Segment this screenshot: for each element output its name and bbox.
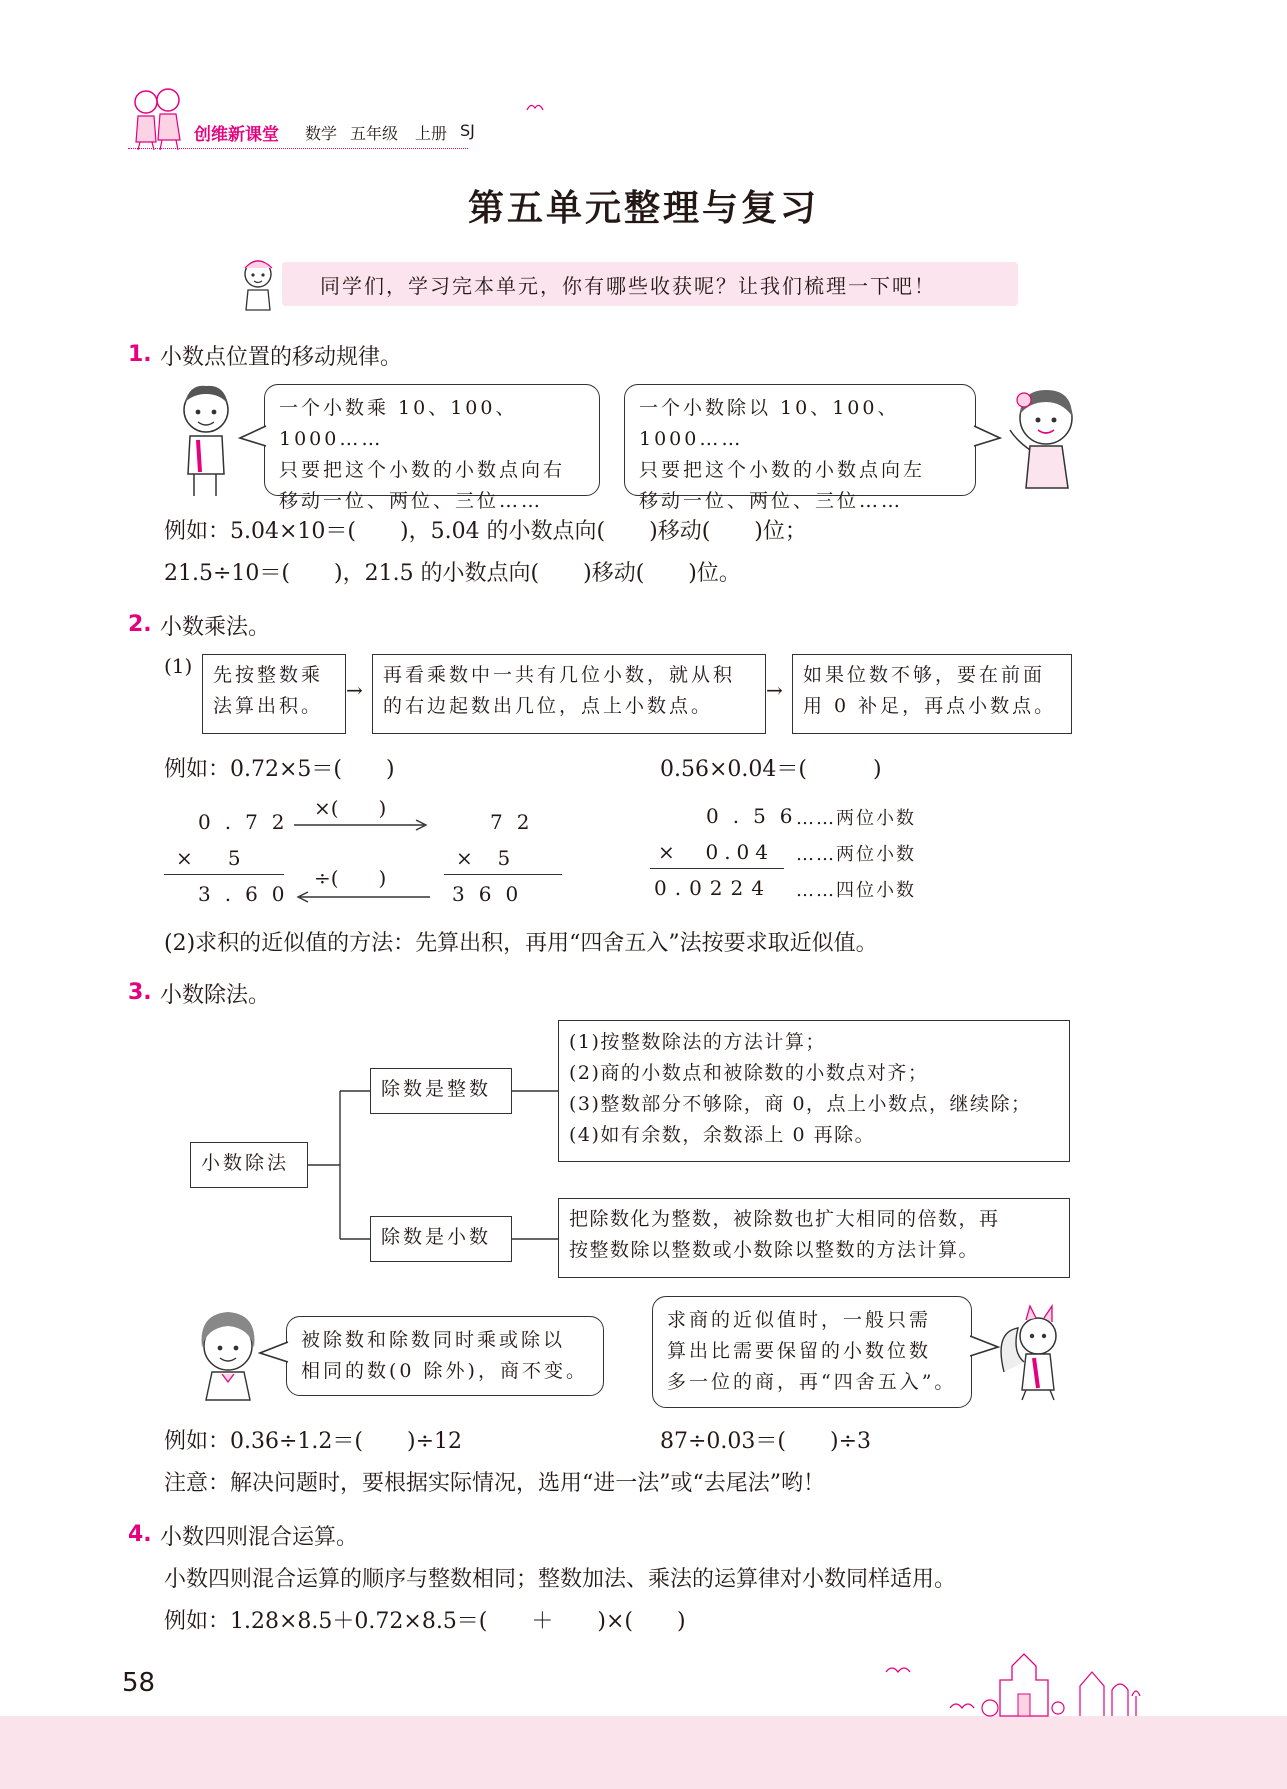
tree-branch-decimal: 除数是小数: [370, 1216, 512, 1262]
footer-band: [0, 1716, 1287, 1789]
calc-op-divide: ÷( ): [314, 866, 387, 890]
calc-right-row1: 0.56: [706, 804, 807, 828]
calc-int-row3: 360: [452, 882, 533, 906]
calc-arrow-left: [292, 890, 432, 904]
calc-op-multiply: ×( ): [314, 796, 387, 820]
section4-example: 例如：1.28×8.5＋0.72×8.5＝( ＋ )×( ): [164, 1609, 686, 1634]
section4-number: 4.: [128, 1522, 152, 1547]
page-title: 第五单元整理与复习: [467, 188, 819, 229]
header-kids-illustration: [126, 82, 190, 152]
calc-right-rule: [650, 868, 784, 869]
calc-right-note-3: ……四位小数: [796, 880, 916, 901]
section3-title: 小数除法。: [160, 983, 271, 1008]
header-grade: 五年级: [350, 124, 399, 143]
calc-arrow-right: [292, 818, 432, 832]
section2-number: 2.: [128, 612, 152, 637]
calc-right-row3: 0.0224: [654, 876, 772, 900]
boy-character-icon: [176, 382, 238, 500]
tree-root: 小数除法: [190, 1142, 308, 1188]
flow-arrow-1: →: [346, 678, 363, 702]
section2-rule-2: (2)求积的近似值的方法：先算出积，再用“四舍五入”法按要求取近似值。: [164, 931, 878, 956]
header-subject: 数学: [305, 124, 338, 143]
header-deco-icon: [525, 100, 545, 116]
header-edition: SJ: [460, 121, 475, 140]
bubble-quotient-tail: [258, 1340, 290, 1366]
bubble-approx-line-3: 多一位的商，再“四舍五入”。: [667, 1371, 957, 1393]
tree-connectors: [308, 1060, 560, 1270]
bubble-quotient-invariance: [286, 1316, 604, 1396]
intro-banner-text: 同学们，学习完本单元，你有哪些收获呢？让我们梳理一下吧！: [320, 273, 936, 298]
squirrel-character-icon: [994, 1302, 1068, 1402]
bubble-right-line-3: 移动一位、两位、三位……: [639, 490, 904, 512]
bubble-left-line-3: 移动一位、两位、三位……: [279, 490, 544, 512]
calc-left-rule: [164, 874, 284, 875]
bubble-quotient-line-1: 被除数和除数同时乘或除以: [301, 1329, 566, 1351]
page-number: 58: [122, 1668, 156, 1698]
section1-example-1: 例如：5.04×10＝( )，5.04 的小数点向( )移动( )位；: [164, 519, 807, 544]
intro-banner: [282, 262, 1018, 306]
section1-example-2: 21.5÷10＝( )，21.5 的小数点向( )移动( )位。: [164, 561, 741, 586]
girl-character-icon: [1002, 384, 1084, 500]
calc-left-row1: 0.72: [198, 810, 299, 834]
integer-step-3: (3)整数部分不够除，商 0，点上小数点，继续除；: [569, 1093, 1032, 1115]
calc-left-row2: × 5: [176, 846, 245, 870]
bubble-left-tail: [238, 424, 268, 450]
section2-example-right: 0.56×0.04＝( ): [660, 757, 882, 782]
section4-title: 小数四则混合运算。: [160, 1525, 359, 1550]
section3-example-left: 例如：0.36÷1.2＝( )÷12: [164, 1429, 462, 1454]
flow-box-3: 如果位数不够，要在前面 用 0 补足，再点小数点。: [792, 654, 1072, 734]
calc-right-note-1: ……两位小数: [796, 808, 916, 829]
bubble-right-line-2: 只要把这个小数的小数点向左: [639, 459, 926, 481]
calc-int-row1: 72: [490, 810, 544, 834]
bubble-right-tail: [972, 424, 1002, 450]
flow-arrow-2: →: [766, 678, 783, 702]
bubble-right-line-1: 一个小数除以 10、100、1000……: [639, 397, 900, 450]
banner-boy-icon: [236, 254, 282, 314]
bubble-left-line-2: 只要把这个小数的小数点向右: [279, 459, 566, 481]
integer-divisor-steps: [558, 1020, 1070, 1162]
bubble-left-line-1: 一个小数乘 10、100、1000……: [279, 397, 518, 450]
decimal-step-2: 按整数除以整数或小数除以整数的方法计算。: [569, 1239, 980, 1261]
calc-left-row3: 3.60: [198, 882, 299, 906]
footer-castle-illustration: [880, 1650, 1170, 1718]
calc-int-rule: [444, 874, 562, 875]
flow-box-1: 先按整数乘 法算出积。: [202, 654, 346, 734]
bubble-approx-quotient: [652, 1296, 972, 1408]
section2-example-left: 例如：0.72×5＝( ): [164, 757, 395, 782]
integer-step-2: (2)商的小数点和被除数的小数点对齐；: [569, 1062, 929, 1084]
calc-int-row2: × 5: [456, 846, 515, 870]
header-brand: 创维新课堂: [194, 125, 279, 145]
bubble-quotient-line-2: 相同的数(0 除外)，商不变。: [301, 1360, 588, 1382]
flow-box-2: 再看乘数中一共有几位小数，就从积 的右边起数出几位，点上小数点。: [372, 654, 766, 734]
decimal-step-1: 把除数化为整数，被除数也扩大相同的倍数，再: [569, 1208, 1000, 1230]
decimal-divisor-steps: [558, 1198, 1070, 1278]
girl-curly-character-icon: [190, 1304, 266, 1404]
tree-branch-integer: 除数是整数: [370, 1068, 512, 1114]
integer-step-1: (1)按整数除法的方法计算；: [569, 1031, 826, 1053]
section3-example-right: 87÷0.03＝( )÷3: [660, 1429, 872, 1454]
bubble-approx-line-1: 求商的近似值时，一般只需: [667, 1309, 932, 1331]
header-underline: [128, 148, 468, 149]
section2-step-label: (1): [164, 654, 193, 678]
section1-title: 小数点位置的移动规律。: [160, 345, 403, 370]
section2-title: 小数乘法。: [160, 615, 271, 640]
section3-number: 3.: [128, 980, 152, 1005]
calc-right-note-2: ……两位小数: [796, 844, 916, 865]
calc-right-row2: × 0.04: [658, 840, 775, 864]
section1-number: 1.: [128, 342, 152, 367]
section4-description: 小数四则混合运算的顺序与整数相同；整数加法、乘法的运算律对小数同样适用。: [164, 1567, 957, 1592]
bubble-multiply-rule: [264, 384, 600, 512]
integer-step-4: (4)如有余数，余数添上 0 再除。: [569, 1124, 876, 1146]
section3-note: 注意：解决问题时，要根据实际情况，选用“进一法”或“去尾法”哟！: [164, 1471, 825, 1496]
header-volume: 上册: [415, 124, 448, 143]
bubble-divide-rule: [624, 384, 976, 512]
bubble-approx-line-2: 算出比需要保留的小数位数: [667, 1340, 932, 1362]
